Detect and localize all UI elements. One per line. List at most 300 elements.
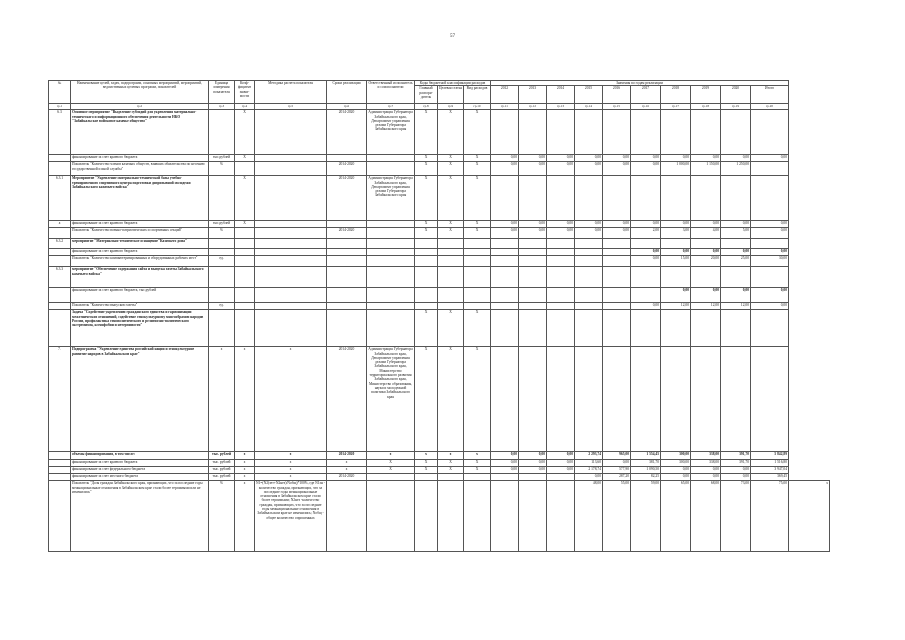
table-cell <box>519 474 547 481</box>
table-cell: 0,00 <box>751 155 789 162</box>
table-cell <box>464 303 491 310</box>
table-row <box>49 228 830 239</box>
header-exec: Ответственный исполнитель и соисполнители <box>367 81 415 104</box>
table-cell: 15,00 <box>661 256 691 267</box>
table-cell <box>547 267 575 288</box>
table-cell <box>209 110 235 155</box>
table-cell <box>415 267 438 288</box>
table-cell <box>209 176 235 221</box>
table-cell <box>751 110 789 155</box>
table-cell: Х <box>438 110 464 155</box>
column-index-cell: гр.17 <box>661 104 691 110</box>
row-name-cell: финансирование за счет краевого бюджета <box>71 221 209 228</box>
row-number-cell <box>49 310 71 347</box>
header-coef: Коэф-фициент значи-мости <box>235 81 255 104</box>
table-cell <box>519 310 547 347</box>
table-cell: Х <box>367 460 415 467</box>
table-cell <box>661 267 691 288</box>
table-cell <box>255 110 327 155</box>
table-cell: 0,00 <box>491 467 519 474</box>
table-cell <box>631 267 661 288</box>
table-cell <box>209 249 235 256</box>
table-cell <box>751 310 789 347</box>
table-cell <box>235 310 255 347</box>
table-cell: х <box>255 460 327 467</box>
table-cell: Х <box>415 176 438 221</box>
table-cell <box>235 267 255 288</box>
table-cell: 4,00 <box>691 228 721 239</box>
table-row <box>49 452 830 460</box>
table-cell: 0,00 <box>691 249 721 256</box>
table-cell: 5 842,89 <box>751 452 789 460</box>
table-cell: 12,00 <box>721 303 751 310</box>
table-cell: Х <box>464 162 491 176</box>
table-cell <box>255 310 327 347</box>
table-cell: 30,00 <box>751 256 789 267</box>
table-cell: Х <box>235 221 255 228</box>
table-cell: 0,00 <box>547 155 575 162</box>
table-cell: 1 000,00 <box>661 162 691 176</box>
table-cell: х <box>327 460 367 467</box>
row-name-cell: Показатель "Доля граждан Забайкальского края, признающих, что за последние годы межнациональные отношения в Забайкальском крае стали более терпимыми или не изменились" <box>71 481 209 552</box>
table-cell <box>691 176 721 221</box>
row-name-cell: Показатель "Количество членов казачьих обществ, взявших обязательства по несению государственной и иной службы" <box>71 162 209 176</box>
table-cell: 0,00 <box>519 452 547 460</box>
table-cell <box>603 249 631 256</box>
table-cell <box>721 347 751 452</box>
table-cell: Х <box>235 155 255 162</box>
column-index-cell: гр.3 <box>209 104 235 110</box>
table-cell <box>631 310 661 347</box>
table-cell: 2014-2020 <box>327 474 367 481</box>
table-cell: Х <box>415 347 438 452</box>
table-cell <box>327 249 367 256</box>
table-cell: 0,00 <box>721 474 751 481</box>
table-cell <box>631 176 661 221</box>
program-table <box>48 80 830 552</box>
table-cell <box>491 347 519 452</box>
table-cell <box>519 288 547 303</box>
table-cell <box>519 239 547 249</box>
table-row <box>49 256 830 267</box>
table-cell <box>631 288 661 303</box>
table-cell: тыс.рублей <box>209 155 235 162</box>
table-cell: 3 947,04 <box>751 467 789 474</box>
table-cell: Х <box>438 347 464 452</box>
header-values: Значения по годам реализации <box>491 81 789 86</box>
table-cell: 0,00 <box>631 249 661 256</box>
table-cell <box>491 267 519 288</box>
table-cell <box>255 221 327 228</box>
table-cell: 0,00 <box>721 249 751 256</box>
table-cell <box>721 110 751 155</box>
table-cell <box>603 110 631 155</box>
table-cell: Администрация Губернатора Забайкальского края, Департамент управления делами Губернатора Забайкальского края <box>367 110 415 155</box>
table-row <box>49 162 830 176</box>
table-cell: Х <box>464 221 491 228</box>
table-cell <box>464 267 491 288</box>
table-cell: х <box>367 452 415 460</box>
table-cell: 300,00 <box>661 452 691 460</box>
row-name-cell: Подпрограмма "Укрепление единства российской нации и этнокультурное развитие народов в Забайкальском крае" <box>71 347 209 452</box>
table-cell <box>575 110 603 155</box>
table-cell: х <box>255 347 327 452</box>
table-cell: 2014-2020 <box>327 162 367 176</box>
header-year-2016: 2016 <box>603 86 631 104</box>
row-number-cell <box>49 155 71 162</box>
table-cell <box>603 303 631 310</box>
table-cell: 0,00 <box>751 228 789 239</box>
table-cell <box>235 162 255 176</box>
table-cell: 0,00 <box>491 460 519 467</box>
table-cell: х <box>464 452 491 460</box>
table-cell <box>327 256 367 267</box>
table-cell: 25,00 <box>721 256 751 267</box>
row-name-cell: Показатель "Количество выпусков газеты" <box>71 303 209 310</box>
table-cell <box>751 347 789 452</box>
table-cell <box>327 155 367 162</box>
table-cell <box>661 347 691 452</box>
table-cell <box>691 110 721 155</box>
table-cell: 0,00 <box>721 155 751 162</box>
column-index-cell: гр.8 <box>415 104 438 110</box>
table-cell: 0,00 <box>631 155 661 162</box>
row-name-cell: финансирование за счет краевого бюджета <box>71 460 209 467</box>
row-name-cell: финансирование за счет федерального бюджета <box>71 467 209 474</box>
row-name-cell: Задача "Содействие укреплению гражданского единства и гармонизации межэтнических отношений, содействие этнокультурному многообразию народов России, профилактика этнополитического и религиозно-политического экстремизма, ксенофобии и нетерпимости" <box>71 310 209 347</box>
table-cell <box>519 481 547 552</box>
table-cell <box>491 256 519 267</box>
table-cell: Х <box>438 162 464 176</box>
table-cell: 0,00 <box>691 288 721 303</box>
table-cell: 0,00 <box>691 155 721 162</box>
row-name-cell: Показатель "Количество военно-патриотических и спортивных секций" <box>71 228 209 239</box>
table-cell <box>464 249 491 256</box>
table-cell <box>519 267 547 288</box>
table-cell <box>235 249 255 256</box>
table-cell: 0,00 <box>751 249 789 256</box>
table-cell <box>438 239 464 249</box>
table-cell: 0,00 <box>519 155 547 162</box>
table-row <box>49 347 830 452</box>
column-index-cell: гр.14 <box>575 104 603 110</box>
table-cell: 0,00 <box>519 460 547 467</box>
column-index-cell: гр.9 <box>438 104 464 110</box>
table-cell: 2,00 <box>631 228 661 239</box>
row-name-cell: мероприятие "Обеспечение содержания сайта и выпуска газеты Забайкальского казачьего войска" <box>71 267 209 288</box>
table-cell <box>603 267 631 288</box>
row-number-cell <box>49 249 71 256</box>
table-cell <box>691 310 721 347</box>
table-cell <box>547 474 575 481</box>
table-cell: 0,00 <box>661 474 691 481</box>
column-index-cell: гр.4 <box>235 104 255 110</box>
table-cell: 300,00 <box>661 460 691 467</box>
table-cell: 0,00 <box>519 221 547 228</box>
row-name-cell: Показатель "Количество компьютеризированных и оборудованных рабочих мест" <box>71 256 209 267</box>
table-cell <box>255 303 327 310</box>
table-cell <box>255 239 327 249</box>
table-cell: Х <box>415 460 438 467</box>
table-cell: 0,00 <box>491 155 519 162</box>
table-row <box>49 110 830 155</box>
table-cell: 73,00 <box>721 481 751 552</box>
table-cell: Х <box>464 155 491 162</box>
row-number-cell: 6.3.2 <box>49 239 71 249</box>
table-cell <box>438 481 464 552</box>
table-cell <box>491 176 519 221</box>
table-row <box>49 239 830 249</box>
table-row <box>49 155 830 162</box>
table-cell: Х <box>438 310 464 347</box>
header-no: № <box>49 81 71 104</box>
table-cell <box>438 288 464 303</box>
table-cell: 0,00 <box>751 221 789 228</box>
header-year-2017: 2017 <box>631 86 661 104</box>
table-cell: тыс. рублей <box>209 467 235 474</box>
table-cell <box>575 310 603 347</box>
table-cell: 0,00 <box>491 228 519 239</box>
row-number-cell: 6.3 <box>49 110 71 155</box>
row-name-cell: финансирование за счет местного бюджета <box>71 474 209 481</box>
table-cell: 0,00 <box>661 467 691 474</box>
table-cell <box>367 239 415 249</box>
table-cell <box>367 481 415 552</box>
table-cell: тыс. рублей <box>209 460 235 467</box>
table-cell: 1 516,80 <box>751 460 789 467</box>
table-cell <box>491 288 519 303</box>
table-cell: 338,00 <box>691 460 721 467</box>
row-name-cell: объемы финансирования, в том числе: <box>71 452 209 460</box>
table-cell <box>235 228 255 239</box>
table-cell: Администрация Губернатора Забайкальского края, Департамент управления делами Губернатора Забайкальского края <box>367 176 415 221</box>
table-cell <box>575 239 603 249</box>
table-cell: 369,45 <box>751 474 789 481</box>
table-cell <box>367 249 415 256</box>
table-row <box>49 310 830 347</box>
table-cell: 0,00 <box>751 303 789 310</box>
header-year-2013: 2013 <box>519 86 547 104</box>
column-index-cell: гр.2 <box>71 104 209 110</box>
table-cell: 0,00 <box>691 467 721 474</box>
table-cell: 0,00 <box>547 228 575 239</box>
table-cell <box>491 239 519 249</box>
table-cell: Х <box>464 467 491 474</box>
table-cell <box>519 347 547 452</box>
table-cell: Х <box>438 155 464 162</box>
table-cell: х <box>209 347 235 452</box>
table-cell: 0,00 <box>631 162 661 176</box>
table-cell <box>519 256 547 267</box>
column-index-cell: гр.18 <box>691 104 721 110</box>
table-cell <box>547 481 575 552</box>
table-cell: ед. <box>209 303 235 310</box>
table-cell: 0,00 <box>491 221 519 228</box>
table-cell <box>751 176 789 221</box>
table-cell <box>491 249 519 256</box>
table-cell: х <box>235 347 255 452</box>
table-cell: 0,00 <box>603 228 631 239</box>
table-cell: х <box>235 452 255 460</box>
header-year-2019: 2019 <box>691 86 721 104</box>
row-number-cell <box>49 467 71 474</box>
table-cell <box>661 310 691 347</box>
table-cell: Х <box>367 467 415 474</box>
table-cell <box>327 303 367 310</box>
row-number-cell <box>49 303 71 310</box>
table-cell: 391,70 <box>721 452 751 460</box>
table-cell <box>415 481 438 552</box>
table-cell: 2014-2020 <box>327 110 367 155</box>
table-cell: 2014-2020 <box>327 347 367 452</box>
table-row <box>49 303 830 310</box>
table-cell: Х <box>415 110 438 155</box>
table-cell: 0,00 <box>661 249 691 256</box>
table-cell: 48,00 <box>575 481 603 552</box>
table-cell: 381,70 <box>631 460 661 467</box>
column-index-cell: гр.6 <box>327 104 367 110</box>
table-cell <box>235 239 255 249</box>
table-cell: х <box>327 467 367 474</box>
table-cell: N1=(N2(зет+N2нез)/Nобщ)*100%, где N1зн - количество граждан, признающих, что за последние годы межнациональные отношения в Забайкальском крае стали более терпимыми; N2нез -количество граждан, признающих, что за последние годы межнациональные отношения в Забайкальском крае не изменились; Nобщ - общее количество опрошенных <box>255 481 327 552</box>
table-cell <box>519 110 547 155</box>
header-year-2020: 2020 <box>721 86 751 104</box>
page-number: 57 <box>450 34 455 39</box>
table-cell <box>415 474 438 481</box>
table-cell: % <box>209 228 235 239</box>
header-method: Методика расчета показателя <box>255 81 327 104</box>
table-cell <box>547 239 575 249</box>
table-cell: 5,00 <box>721 228 751 239</box>
table-cell: 0,00 <box>603 460 631 467</box>
table-cell: 0,00 <box>575 155 603 162</box>
table-cell <box>491 310 519 347</box>
table-cell: 0,00 <box>661 288 691 303</box>
table-cell <box>367 221 415 228</box>
row-number-cell <box>49 474 71 481</box>
table-cell: 0,00 <box>631 303 661 310</box>
table-cell: 0,00 <box>603 162 631 176</box>
row-name-cell: Мероприятие "Укрепление материально-технической базы учебно-тренировочного спортивного центра подготовки допризывной молодежи Забайкальского казачьего войска" <box>71 176 209 221</box>
table-cell: Х <box>415 221 438 228</box>
table-cell: 391,70 <box>721 460 751 467</box>
table-cell <box>603 256 631 267</box>
table-cell: Х <box>438 221 464 228</box>
table-cell <box>751 162 789 176</box>
table-cell: Х <box>464 176 491 221</box>
row-name-cell: финансирование за счет краевого бюджета, тыс.рублей <box>71 288 209 303</box>
table-cell: х <box>235 460 255 467</box>
table-cell: 0,00 <box>631 221 661 228</box>
table-cell: 0,00 <box>661 221 691 228</box>
table-cell <box>438 267 464 288</box>
table-cell: 0,00 <box>661 155 691 162</box>
table-cell: Х <box>415 155 438 162</box>
table-row <box>49 481 830 552</box>
table-cell: 287,20 <box>603 474 631 481</box>
table-cell: 68,00 <box>691 481 721 552</box>
table-cell <box>631 239 661 249</box>
table-cell <box>547 347 575 452</box>
table-cell: 82,25 <box>631 474 661 481</box>
table-cell <box>327 310 367 347</box>
table-cell <box>209 288 235 303</box>
header-code-type: Вид расходов <box>464 86 491 104</box>
table-cell <box>327 267 367 288</box>
table-row <box>49 288 830 303</box>
table-cell: 0,00 <box>721 221 751 228</box>
table-cell <box>464 239 491 249</box>
table-cell: х <box>235 481 255 552</box>
table-cell: 0,00 <box>547 221 575 228</box>
table-cell: х <box>235 474 255 481</box>
table-cell <box>661 110 691 155</box>
table-cell: Х <box>464 347 491 452</box>
row-number-cell <box>49 481 71 552</box>
table-cell: ед. <box>209 256 235 267</box>
table-row <box>49 221 830 228</box>
table-cell <box>575 288 603 303</box>
header-name: Наименование целей, задач, подпрограмм, основных мероприятий, мероприятий, ведомственных целевых программ, показателей <box>71 81 209 104</box>
row-number-cell: 6.3.1 <box>49 176 71 221</box>
table-cell: Х <box>415 162 438 176</box>
table-cell: % <box>209 162 235 176</box>
table-cell: 0,00 <box>603 155 631 162</box>
table-cell: 0,00 <box>691 221 721 228</box>
table-cell <box>547 310 575 347</box>
table-cell <box>751 267 789 288</box>
table-cell: 0,00 <box>519 467 547 474</box>
column-index-cell: гр.10 <box>464 104 491 110</box>
column-index-cell: гр.12 <box>519 104 547 110</box>
header-year-2012: 2012 <box>491 86 519 104</box>
table-cell <box>547 176 575 221</box>
table-cell: 0,00 <box>631 256 661 267</box>
table-cell: 3,00 <box>661 228 691 239</box>
table-cell <box>255 288 327 303</box>
table-cell: тыс. рублей <box>209 474 235 481</box>
table-cell: Х <box>235 110 255 155</box>
table-cell: Х <box>235 176 255 221</box>
row-number-cell <box>49 256 71 267</box>
table-cell: Х <box>464 310 491 347</box>
row-number-cell <box>49 460 71 467</box>
table-cell <box>415 303 438 310</box>
table-cell <box>327 481 367 552</box>
table-cell <box>367 162 415 176</box>
table-cell: Х <box>438 467 464 474</box>
table-cell <box>235 256 255 267</box>
table-cell <box>575 303 603 310</box>
table-cell: 0,00 <box>691 474 721 481</box>
table-cell <box>438 303 464 310</box>
table-cell: 0,00 <box>491 452 519 460</box>
table-cell: 0,00 <box>751 288 789 303</box>
table-cell: х <box>255 467 327 474</box>
table-cell <box>367 288 415 303</box>
table-cell <box>367 474 415 481</box>
table-cell: 12,00 <box>661 303 691 310</box>
table-cell <box>721 267 751 288</box>
table-cell <box>415 249 438 256</box>
table-cell <box>367 303 415 310</box>
table-cell: Х <box>438 460 464 467</box>
table-cell <box>367 267 415 288</box>
table-cell <box>721 310 751 347</box>
table-cell <box>491 481 519 552</box>
table-cell <box>438 474 464 481</box>
table-cell <box>547 249 575 256</box>
